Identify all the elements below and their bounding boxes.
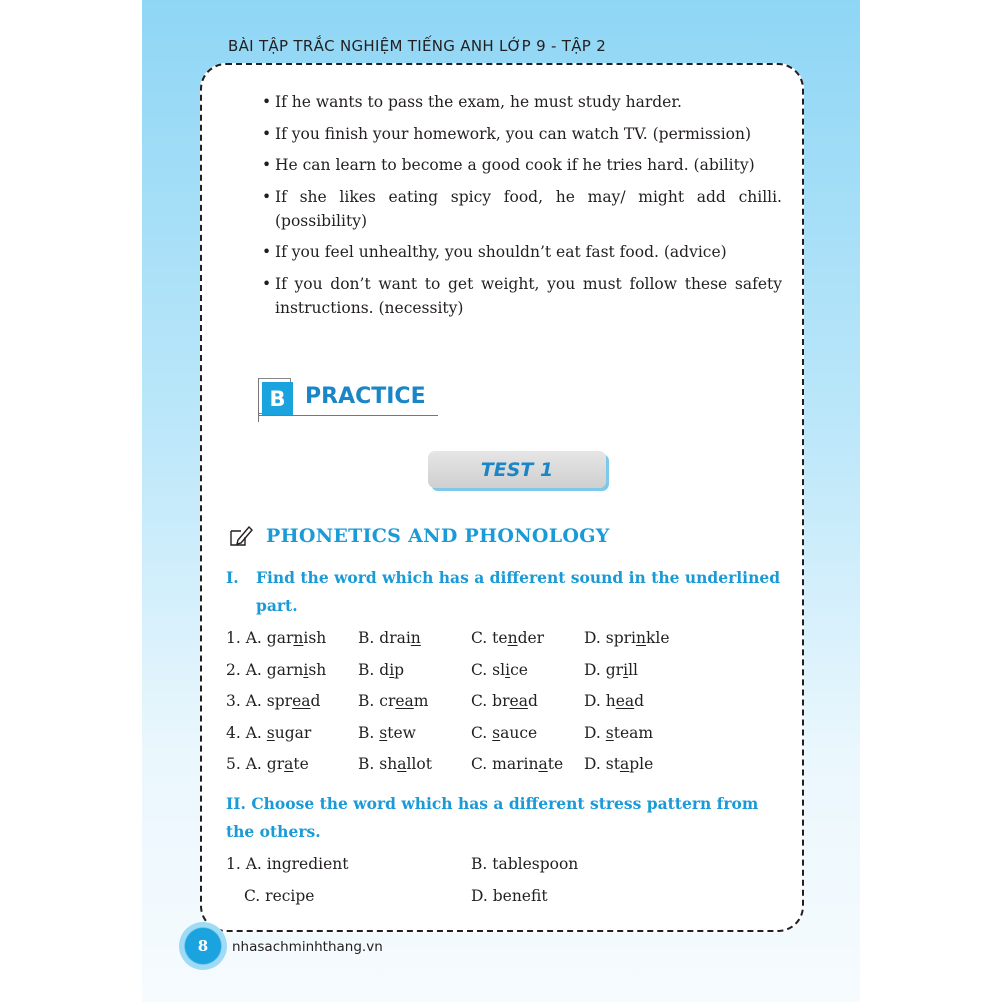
option-letter: A.	[245, 724, 262, 742]
word-part: ugar	[274, 724, 312, 742]
word-part: gar	[266, 629, 294, 647]
word-part: drai	[379, 629, 411, 647]
answer-option	[471, 661, 528, 679]
answer-option	[471, 724, 537, 742]
answer-option	[471, 755, 563, 773]
underlined-part: a	[284, 755, 294, 773]
word-part: kle	[645, 629, 670, 647]
word-part: p	[394, 661, 405, 679]
option-letter: A.	[245, 661, 262, 679]
list-item: • If you feel unhealthy, you shouldn’t eat fast food. (advice)	[262, 240, 782, 264]
underlined-part: a	[619, 755, 630, 773]
answer-option	[584, 661, 638, 679]
answer-option	[226, 692, 320, 710]
option-letter: D.	[584, 692, 601, 710]
answer-option	[226, 724, 311, 742]
underlined-part: s	[492, 724, 501, 742]
part-number: II.	[226, 794, 246, 813]
word-part: cr	[379, 692, 396, 710]
page-number-badge: 8	[179, 922, 227, 970]
option-letter: D.	[584, 661, 601, 679]
underlined-part: ea	[395, 692, 414, 710]
underlined-part: ea	[509, 692, 528, 710]
instruction-text: Find the word which has a different sound in the underlined part.	[256, 568, 781, 615]
underlined-part: s	[605, 724, 614, 742]
underlined-part: n	[507, 629, 518, 647]
word-part: h	[605, 692, 616, 710]
book-header: BÀI TẬP TRẮC NGHIỆM TIẾNG ANH LỚP 9 - TẬP 2	[228, 37, 607, 55]
option-d: D. benefit	[471, 887, 548, 905]
option-letter: D.	[584, 724, 601, 742]
answer-option	[226, 755, 309, 773]
question-number-option-a: 1. A. ingredient	[226, 855, 349, 873]
word-part: tew	[387, 724, 416, 742]
publisher-url: nhasachminhthang.vn	[232, 939, 383, 955]
answer-option	[584, 692, 644, 710]
phonetics-title: PHONETICS AND PHONOLOGY	[266, 525, 610, 547]
underlined-part: i	[389, 661, 395, 679]
word-part: ple	[629, 755, 654, 773]
word-part: m	[413, 692, 429, 710]
underlined-part: s	[266, 724, 275, 742]
word-part: br	[492, 692, 510, 710]
answer-option	[358, 661, 404, 679]
word-part: te	[293, 755, 309, 773]
underlined-part: i	[303, 661, 309, 679]
answer-option	[358, 629, 421, 647]
word-part: marin	[492, 755, 539, 773]
section-heading	[258, 378, 438, 422]
option-letter: A.	[245, 692, 262, 710]
option-letter: B.	[358, 755, 375, 773]
option-letter: D.	[584, 755, 601, 773]
word-part: der	[517, 629, 545, 647]
option-letter: A.	[245, 629, 262, 647]
word-part: d	[379, 661, 390, 679]
test-label: TEST 1	[428, 451, 606, 488]
word-part: auce	[500, 724, 538, 742]
word-part: garn	[266, 661, 304, 679]
word-part: sh	[379, 755, 398, 773]
option-letter: B.	[358, 629, 375, 647]
word-part: llot	[406, 755, 432, 773]
word-part: gr	[605, 661, 624, 679]
answer-option	[471, 692, 538, 710]
word-part: sh	[308, 661, 327, 679]
answer-option	[358, 755, 432, 773]
word-part: spr	[266, 692, 293, 710]
word-part: te	[547, 755, 564, 773]
option-letter: B.	[358, 661, 375, 679]
answer-option	[584, 755, 653, 773]
instruction-part2	[226, 790, 786, 846]
question-number: 3.	[226, 692, 241, 710]
word-part: ish	[303, 629, 327, 647]
underlined-part: i	[505, 661, 511, 679]
question-number: 2.	[226, 661, 241, 679]
option-letter: D.	[584, 629, 601, 647]
word-part: team	[613, 724, 654, 742]
instruction-text: Choose the word which has a different stress pattern from the others.	[226, 794, 759, 841]
divider	[258, 415, 438, 416]
question-number: 1.	[226, 629, 241, 647]
underlined-part: ea	[292, 692, 311, 710]
answer-option	[358, 692, 428, 710]
answer-option	[358, 724, 416, 742]
option-letter: C.	[471, 724, 488, 742]
option-letter: B.	[358, 724, 375, 742]
option-c: C. recipe	[244, 887, 315, 905]
underlined-part: n	[636, 629, 646, 647]
example-list	[262, 90, 782, 327]
question-number: 5.	[226, 755, 241, 773]
underlined-part: n	[293, 629, 304, 647]
part-number: I.	[226, 568, 239, 587]
answer-option	[226, 629, 326, 647]
word-part: d	[310, 692, 321, 710]
underlined-part: ea	[615, 692, 635, 710]
list-item: • He can learn to become a good cook if he tries hard. (ability)	[262, 153, 782, 177]
option-letter: C.	[471, 755, 488, 773]
answer-option	[584, 629, 670, 647]
word-part: ce	[510, 661, 528, 679]
option-letter: C.	[471, 629, 488, 647]
word-part: sl	[492, 661, 506, 679]
underlined-part: n	[410, 629, 421, 647]
list-item: • If you don’t want to get weight, you must follow these safety instructions. (necessity)	[262, 272, 782, 320]
list-item: • If he wants to pass the exam, he must study harder.	[262, 90, 782, 114]
list-item: • If she likes eating spicy food, he may/ might add chilli. (possibility)	[262, 185, 782, 233]
option-letter: B.	[358, 692, 375, 710]
word-part: d	[527, 692, 538, 710]
underlined-part: a	[538, 755, 548, 773]
section-letter: B	[262, 382, 293, 416]
answer-option	[584, 724, 653, 742]
phonetics-heading	[228, 525, 610, 547]
word-part: spri	[605, 629, 636, 647]
option-b: B. tablespoon	[471, 855, 579, 873]
answer-option	[226, 661, 326, 679]
word-part: te	[492, 629, 508, 647]
word-part: st	[605, 755, 620, 773]
underlined-part: i	[623, 661, 629, 679]
question-number: 4.	[226, 724, 241, 742]
section-title: PRACTICE	[305, 384, 426, 409]
option-letter: A.	[245, 755, 262, 773]
option-letter: C.	[471, 692, 488, 710]
option-letter: C.	[471, 661, 488, 679]
list-item: • If you finish your homework, you can watch TV. (permission)	[262, 122, 782, 146]
underlined-part: a	[397, 755, 407, 773]
answer-option	[471, 629, 544, 647]
word-part: d	[634, 692, 645, 710]
underlined-part: s	[379, 724, 388, 742]
word-part: gr	[266, 755, 285, 773]
pencil-note-icon	[228, 525, 254, 547]
word-part: ll	[628, 661, 638, 679]
